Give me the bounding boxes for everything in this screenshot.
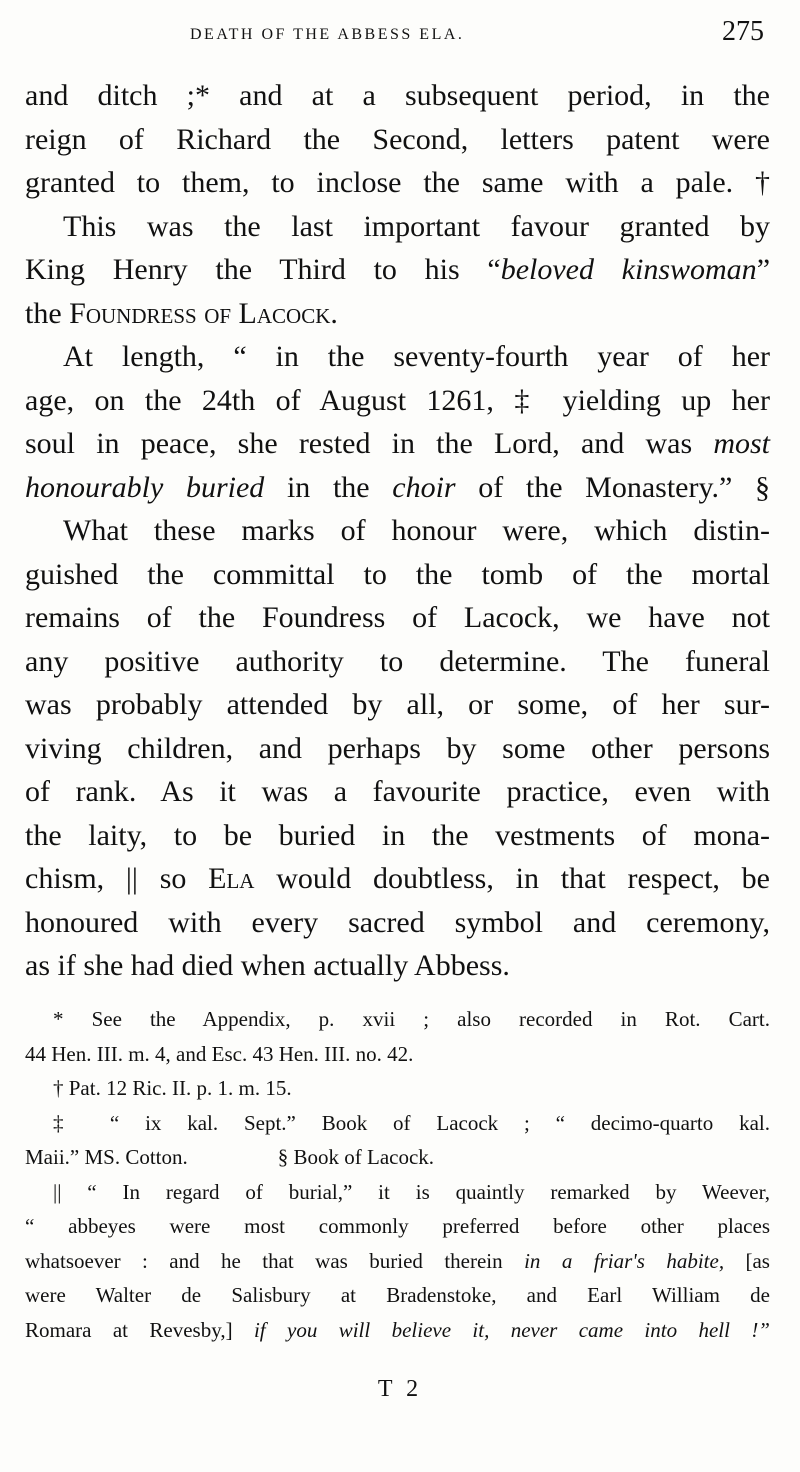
text-line <box>25 683 770 727</box>
signature-mark: T 2 <box>377 1376 423 1402</box>
footnote-line <box>25 1071 770 1106</box>
text-run: At length, “ in the seventy-fourth year of her <box>63 340 770 373</box>
footnote-text: 44 Hen. III. m. 4, and Esc. 43 Hen. III. no. 42. <box>25 1041 414 1066</box>
text-line <box>25 596 770 640</box>
text-line <box>25 292 770 336</box>
footnote-line <box>25 1278 770 1313</box>
footnote-line <box>25 1106 770 1141</box>
small-caps-run: Foundress of Lacock. <box>69 296 338 330</box>
italic-run: honourably buried <box>25 470 265 504</box>
italic-run: choir <box>392 470 456 504</box>
footnote-text: § Book of Lacock. <box>277 1145 435 1169</box>
text-run: the laity, to be buried in the vestments of mona- <box>25 818 770 852</box>
text-line <box>25 379 770 423</box>
footnote-line <box>25 1244 770 1279</box>
text-run: guished the committal to the tomb of the mortal <box>25 557 770 591</box>
small-caps-run: Ela <box>208 862 255 895</box>
main-text <box>25 74 770 988</box>
text-run: reign of Richard the Second, letters patent were <box>25 122 770 156</box>
text-run: of rank. As it was a favourite practice, even with <box>25 775 770 808</box>
text-line <box>25 901 770 945</box>
text-line <box>25 161 770 205</box>
text-run: granted to them, to inclose the same with a pale. † <box>25 166 770 199</box>
footnote-text: Romara at Revesby,] <box>25 1317 254 1342</box>
footnote-line <box>25 1313 770 1348</box>
text-run: as if she had died when actually Abbess. <box>25 949 510 982</box>
text-run: of the Monastery.” § <box>455 470 770 504</box>
text-line <box>25 770 770 814</box>
footnotes <box>25 1002 770 1347</box>
text-line <box>25 857 770 901</box>
italic-run: most <box>713 427 770 460</box>
text-line <box>25 553 770 597</box>
running-title: DEATH OF THE ABBESS ELA. <box>190 26 465 43</box>
text-run: would doubtless, in that respect, be <box>254 862 770 895</box>
footnote-line <box>25 1037 770 1072</box>
text-line <box>25 814 770 858</box>
text-line <box>25 727 770 771</box>
footnote-text: ‡ “ ix kal. Sept.” Book of Lacock ; “ decimo-quarto kal. <box>53 1110 770 1135</box>
text-run: and ditch ;* and at a subsequent period, in the <box>25 79 770 112</box>
text-run: What these marks of honour were, which distin- <box>63 514 770 547</box>
text-run: was probably attended by all, or some, of her sur- <box>25 688 770 721</box>
footnote-line <box>25 1002 770 1037</box>
text-line <box>25 205 770 249</box>
text-run: any positive authority to determine. The funeral <box>25 644 770 678</box>
text-run: ” <box>756 253 771 286</box>
text-line <box>25 509 770 553</box>
footnote-text: whatsoever : and he that was buried therein <box>25 1248 525 1273</box>
text-line <box>25 74 770 118</box>
text-line <box>25 466 770 510</box>
footnote-line <box>25 1175 770 1210</box>
footnote-italic: if you will believe it, never came into hell !” <box>253 1317 770 1342</box>
footnote-line <box>25 1209 770 1244</box>
footnote-text: * See the Appendix, p. xvii ; also recorded in Rot. Cart. <box>53 1007 770 1031</box>
text-run: the <box>25 296 70 330</box>
text-run: age, on the 24th of August 1261, ‡ yielding up her <box>25 383 770 417</box>
text-line <box>25 640 770 684</box>
page-number: 275 <box>722 16 764 47</box>
italic-run: beloved kinswoman <box>500 253 757 286</box>
text-line <box>25 944 770 988</box>
footnote-text: [as <box>724 1248 770 1273</box>
footnote-text: † Pat. 12 Ric. II. p. 1. m. 15. <box>53 1076 292 1100</box>
text-run: King Henry the Third to his “ <box>25 253 501 286</box>
text-run: chism, || so <box>25 862 209 895</box>
text-line <box>25 248 770 292</box>
text-run: viving children, and perhaps by some other persons <box>25 731 770 765</box>
footnote-text: Maii.” MS. Cotton. <box>25 1145 188 1169</box>
footnote-line <box>25 1140 770 1175</box>
text-line <box>25 335 770 379</box>
page-header <box>0 14 800 54</box>
footnote-text: “ abbeyes were most commonly preferred before other places <box>25 1214 770 1238</box>
text-run: This was the last important favour granted by <box>63 209 770 243</box>
footnote-italic: in a friar's habite, <box>524 1248 725 1273</box>
text-line <box>25 118 770 162</box>
text-run: honoured with every sacred symbol and ceremony, <box>25 905 770 939</box>
footnote-text: were Walter de Salisbury at Bradenstoke, and Earl William de <box>25 1283 770 1307</box>
text-run: in the <box>264 470 393 504</box>
text-run: soul in peace, she rested in the Lord, and was <box>25 427 714 460</box>
footnote-text: || “ In regard of burial,” it is quaintly remarked by Weever, <box>53 1179 770 1204</box>
text-line <box>25 422 770 466</box>
text-run: remains of the Foundress of Lacock, we have not <box>25 601 770 634</box>
